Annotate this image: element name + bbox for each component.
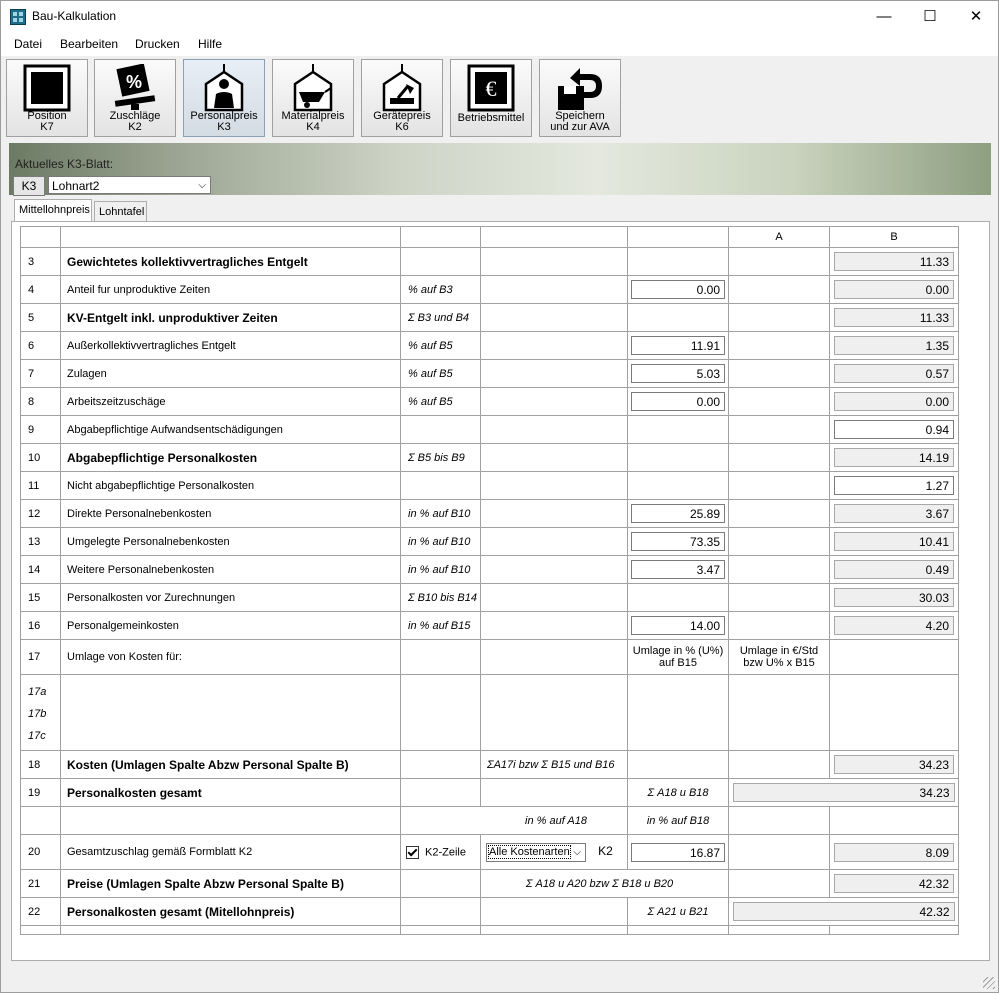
row-label: Personalkosten gesamt (Mitellohnpreis) (61, 898, 401, 926)
row-formula: in % auf B10 (401, 556, 481, 584)
b-value: 0.57 (834, 364, 954, 383)
row-label: Gesamtzuschlag gemäß Formblatt K2 (61, 835, 401, 870)
row-9 (21, 416, 959, 444)
percent-input[interactable]: 14.00 (631, 616, 725, 635)
position-label: Position (27, 110, 67, 122)
zuschlaege-k2-button[interactable] (94, 59, 176, 137)
row-18 (21, 751, 959, 779)
k2-zeile-label: K2-Zeile (425, 845, 466, 858)
zuschlaege-label: Zuschläge (109, 110, 161, 122)
maximize-button[interactable]: ☐ (923, 8, 937, 25)
row-formula (401, 472, 481, 500)
row-5 (21, 304, 959, 332)
row-13 (21, 528, 959, 556)
row-label: Außerkollektivvertragliches Entgelt (61, 332, 401, 360)
position-code: K7 (40, 121, 54, 133)
row-formula: Σ B10 bis B14 (401, 584, 481, 612)
row-20 (21, 835, 959, 870)
column-b-header: B (830, 227, 959, 248)
b-value: 34.23 (834, 755, 954, 774)
save-return-icon (556, 64, 604, 112)
b-value: 14.19 (834, 448, 954, 467)
row-17 (21, 640, 959, 675)
wheelbarrow-icon (289, 64, 337, 112)
worker-hook-icon (200, 64, 248, 112)
row-number: 10 (21, 444, 61, 472)
b-value: 8.09 (834, 843, 954, 862)
row-number: 14 (21, 556, 61, 584)
b-value[interactable]: 0.94 (834, 420, 954, 439)
window-title: Bau-Kalkulation (32, 9, 117, 23)
speichern-ava-button[interactable] (539, 59, 621, 137)
column-a-header: A (729, 227, 830, 248)
row-number: 22 (21, 898, 61, 926)
tab-mittellohnpreis[interactable]: Mittellohnpreis (14, 199, 92, 221)
row-formula: in % auf B15 (401, 612, 481, 640)
current-sheet-label: Aktuelles K3-Blatt: (15, 157, 114, 171)
row-7 (21, 360, 959, 388)
tab-lohntafel[interactable]: Lohntafel (94, 201, 147, 221)
resize-grip-icon[interactable] (983, 977, 995, 989)
b-value: 30.03 (834, 588, 954, 607)
materialpreis-label: Materialpreis (281, 110, 345, 122)
materialpreis-code: K4 (306, 121, 320, 133)
gesamtzuschlag-input[interactable]: 16.87 (631, 843, 725, 862)
total-value: 34.23 (733, 783, 955, 802)
row-formula: Σ A18 u A20 bzw Σ B18 u B20 (481, 870, 729, 898)
percent-input[interactable]: 73.35 (631, 532, 725, 551)
percent-tag-icon (111, 64, 159, 112)
row-12 (21, 500, 959, 528)
pct-a18-label: in % auf A18 (401, 807, 628, 835)
percent-input[interactable]: 0.00 (631, 280, 725, 299)
row-number: 19 (21, 779, 61, 807)
materialpreis-k4-button[interactable] (272, 59, 354, 137)
menu-drucken[interactable]: Drucken (135, 37, 180, 51)
umlage-eur-sub: bzw U% x B15 (743, 657, 815, 669)
row-16 (21, 612, 959, 640)
row-number: 3 (21, 248, 61, 276)
kostenarten-dropdown[interactable] (486, 843, 586, 862)
total-value: 42.32 (733, 902, 955, 921)
row-label: KV-Entgelt inkl. unproduktiver Zeiten (61, 304, 401, 332)
row-19 (21, 779, 959, 807)
menu-bar (1, 32, 998, 56)
row-17-sub (21, 675, 959, 751)
row-number: 12 (21, 500, 61, 528)
menu-hilfe[interactable]: Hilfe (198, 37, 223, 51)
toolbar (1, 56, 998, 142)
percent-input[interactable]: 25.89 (631, 504, 725, 523)
b-value: 10.41 (834, 532, 954, 551)
kostenarten-value: Alle Kostenarten (489, 845, 570, 858)
b-value: 1.35 (834, 336, 954, 355)
row-label: Arbeitszeitzuschäge (61, 388, 401, 416)
row-number: 20 (21, 835, 61, 870)
row-label: Kosten (Umlagen Spalte Abzw Personal Spalte B) (61, 751, 401, 779)
svg-text:%: % (125, 72, 143, 92)
app-icon (10, 9, 26, 25)
mittellohnpreis-panel (11, 221, 990, 961)
close-button[interactable]: ✕ (969, 8, 983, 25)
row-17a: 17a (28, 686, 47, 698)
menu-bearbeiten[interactable]: Bearbeiten (60, 37, 119, 51)
row-number: 16 (21, 612, 61, 640)
percent-input[interactable]: 0.00 (631, 392, 725, 411)
percent-input[interactable]: 11.91 (631, 336, 725, 355)
k2-label: K2 (598, 843, 613, 858)
b-value: 0.49 (834, 560, 954, 579)
position-icon (23, 64, 71, 112)
umlage-pct-sub: auf B15 (659, 657, 697, 669)
row-formula: in % auf B10 (401, 500, 481, 528)
row-formula (401, 248, 481, 276)
geraetepreis-k6-button[interactable] (361, 59, 443, 137)
row-number: 7 (21, 360, 61, 388)
row-number: 6 (21, 332, 61, 360)
geraetepreis-label: Gerätepreis (373, 110, 431, 122)
personalpreis-code: K3 (217, 121, 231, 133)
row-number: 17 (21, 640, 61, 675)
row-17b: 17b (28, 708, 47, 720)
row-formula: ΣA17i bzw Σ B15 und B16 (481, 751, 628, 779)
row-formula: Σ B5 bis B9 (401, 444, 481, 472)
row-label: Personalgemeinkosten (61, 612, 401, 640)
minimize-button[interactable]: — (876, 8, 892, 25)
row-22 (21, 898, 959, 926)
row-label: Direkte Personalnebenkosten (61, 500, 401, 528)
row-formula: % auf B5 (401, 388, 481, 416)
b-value: 3.67 (834, 504, 954, 523)
b-value: 11.33 (834, 308, 954, 327)
row-6 (21, 332, 959, 360)
row-label: Anteil fur unproduktive Zeiten (61, 276, 401, 304)
b-value: 42.32 (834, 874, 954, 893)
percent-input[interactable]: 5.03 (631, 364, 725, 383)
row-3 (21, 248, 959, 276)
svg-text:€: € (485, 76, 497, 101)
betriebsmittel-button[interactable] (450, 59, 532, 137)
sheet-banner (9, 143, 991, 195)
row-15 (21, 584, 959, 612)
chevron-down-icon: ⌵ (573, 846, 581, 858)
row-label: Gewichtetes kollektivvertragliches Entgelt (61, 248, 401, 276)
sheet-select[interactable] (48, 176, 211, 194)
row-label: Personalkosten vor Zurechnungen (61, 584, 401, 612)
row-number: 8 (21, 388, 61, 416)
row-8 (21, 388, 959, 416)
betriebsmittel-label: Betriebsmittel (457, 112, 525, 124)
row-empty (21, 926, 959, 935)
geraetepreis-code: K6 (395, 121, 409, 133)
speichern-label: Speichern (555, 110, 605, 122)
b-value: 0.00 (834, 280, 954, 299)
calculation-grid (20, 226, 959, 935)
row-number: 13 (21, 528, 61, 556)
pct-b18-label: in % auf B18 (628, 807, 729, 835)
euro-icon (467, 64, 515, 112)
chevron-down-icon: ⌵ (198, 180, 206, 191)
speichern-sub-label: und zur AVA (550, 121, 610, 133)
row-number: 9 (21, 416, 61, 444)
row-formula (401, 416, 481, 444)
percent-input[interactable]: 3.47 (631, 560, 725, 579)
excavator-icon (378, 64, 426, 112)
sheet-code-box: K3 (13, 176, 45, 196)
umlage-pct-header: Umlage in % (U%) (632, 645, 724, 657)
row-percent (21, 807, 959, 835)
b-value: 4.20 (834, 616, 954, 635)
row-number: 15 (21, 584, 61, 612)
personalpreis-k3-button[interactable] (183, 59, 265, 137)
row-21 (21, 870, 959, 898)
k2-zeile-checkbox[interactable] (406, 846, 419, 859)
row-number: 4 (21, 276, 61, 304)
position-k7-button[interactable] (6, 59, 88, 137)
row-number: 5 (21, 304, 61, 332)
b-value[interactable]: 1.27 (834, 476, 954, 495)
row-formula: Σ B3 und B4 (401, 304, 481, 332)
row-17c: 17c (28, 730, 46, 742)
row-11 (21, 472, 959, 500)
row-formula: % auf B5 (401, 360, 481, 388)
row-label: Umgelegte Personalnebenkosten (61, 528, 401, 556)
row-formula: Σ A18 u B18 (628, 779, 729, 807)
row-number: 18 (21, 751, 61, 779)
personalpreis-label: Personalpreis (190, 110, 258, 122)
b-value: 0.00 (834, 392, 954, 411)
menu-datei[interactable]: Datei (14, 37, 43, 51)
header-row (21, 227, 959, 248)
row-number: 11 (21, 472, 61, 500)
row-label: Preise (Umlagen Spalte Abzw Personal Spalte B) (61, 870, 401, 898)
row-formula: % auf B3 (401, 276, 481, 304)
row-formula: Σ A21 u B21 (628, 898, 729, 926)
row-label: Zulagen (61, 360, 401, 388)
row-label: Abgabepflichtige Aufwandsentschädigungen (61, 416, 401, 444)
sheet-select-value: Lohnart2 (52, 179, 100, 193)
row-label: Abgabepflichtige Personalkosten (61, 444, 401, 472)
row-label: Personalkosten gesamt (61, 779, 401, 807)
title-bar (1, 1, 998, 32)
b-value: 11.33 (834, 252, 954, 271)
row-10 (21, 444, 959, 472)
row-formula: in % auf B10 (401, 528, 481, 556)
row-number: 21 (21, 870, 61, 898)
row-label: Nicht abgabepflichtige Personalkosten (61, 472, 401, 500)
row-formula: % auf B5 (401, 332, 481, 360)
umlage-eur-header: Umlage in €/Std (739, 645, 819, 657)
row-14 (21, 556, 959, 584)
row-label: Weitere Personalnebenkosten (61, 556, 401, 584)
row-label: Umlage von Kosten für: (61, 640, 401, 675)
row-4 (21, 276, 959, 304)
status-bar (1, 968, 998, 992)
zuschlaege-code: K2 (128, 121, 142, 133)
